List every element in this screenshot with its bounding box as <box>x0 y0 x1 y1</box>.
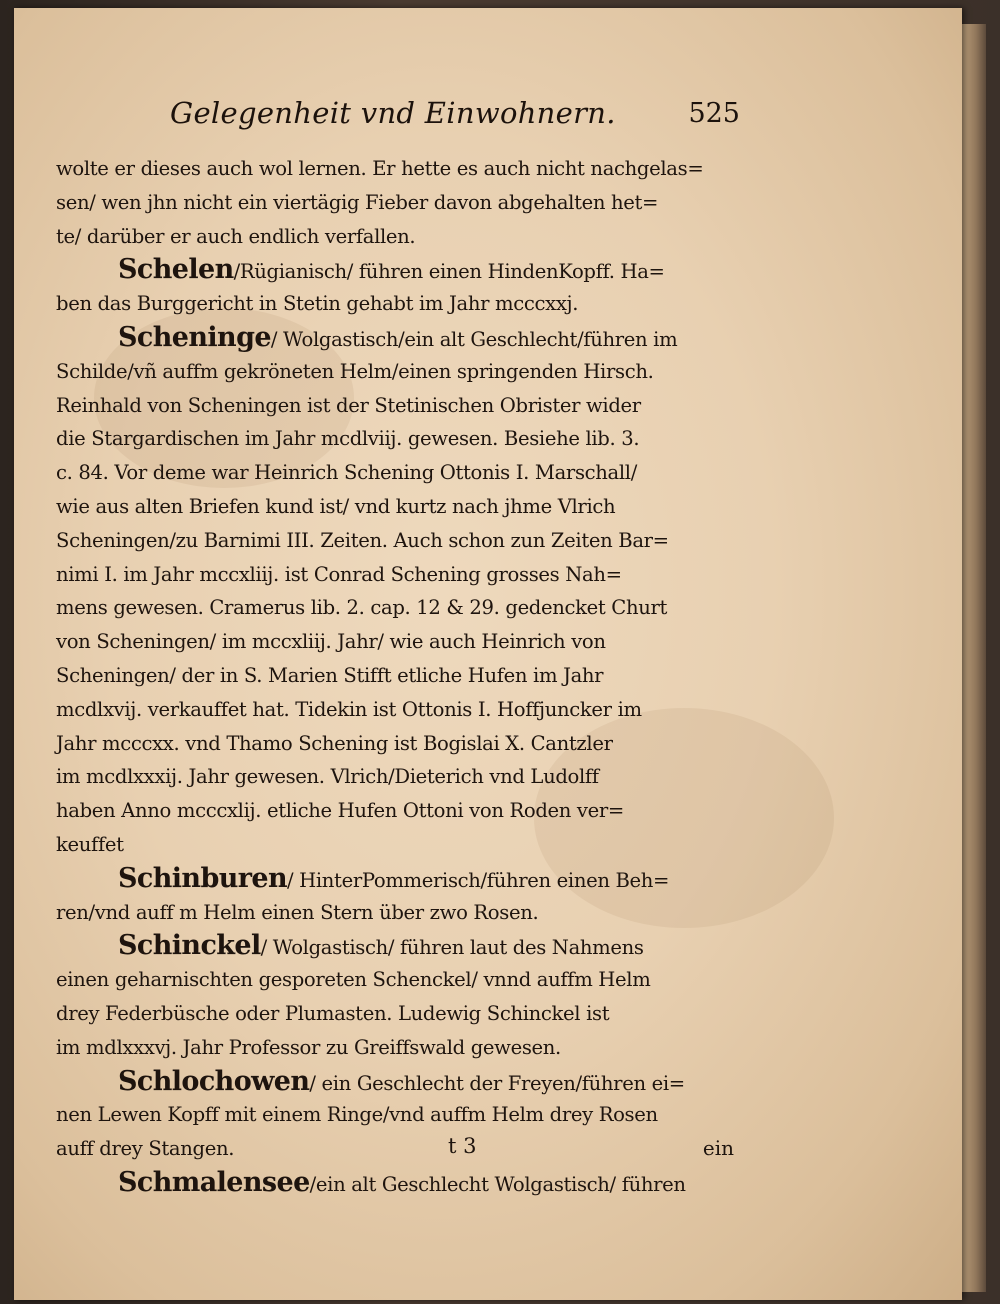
page-edge <box>962 24 986 1292</box>
line-text: Scheningen/zu Barnimi III. Zeiten. Auch schon zun Zeiten Bar= <box>56 528 669 552</box>
text-line <box>56 456 746 490</box>
body-text <box>56 152 746 1200</box>
line-text: wolte er dieses auch wol lernen. Er hette es auch nicht nachgelas= <box>56 157 704 180</box>
line-text: Scheningen/ der in S. Marien Stifft etliche Hufen im Jahr <box>56 663 604 687</box>
entry-first-line <box>56 929 746 963</box>
text-line <box>56 152 746 186</box>
line-text: mcdlxvij. verkauffet hat. Tidekin ist Ottonis I. Hoffjuncker im <box>56 697 642 721</box>
entry-heading: Schinckel <box>118 930 261 962</box>
line-text: haben Anno mcccxlij. etliche Hufen Ottoni von Roden ver= <box>56 799 624 823</box>
line-text: von Scheningen/ im mccxliij. Jahr/ wie auch Heinrich von <box>56 630 606 654</box>
entry-heading: Schinburen <box>118 862 287 894</box>
line-text: mens gewesen. Cramerus lib. 2. cap. 12 & 29. gedencket Churt <box>56 596 668 620</box>
entry-first-line <box>56 1166 746 1200</box>
entry-heading: Schlochowen <box>118 1065 310 1097</box>
line-text: auff drey Stangen. <box>56 1137 235 1161</box>
line-text: Reinhald von Scheningen ist der Stetinischen Obrister wider <box>56 393 641 417</box>
text-line <box>56 422 746 456</box>
text-line <box>56 558 746 592</box>
text-line <box>56 1098 746 1132</box>
text-line <box>56 659 746 693</box>
text-line <box>56 355 746 389</box>
line-text: /Rügianisch/ führen einen HindenKopff. Ha= <box>233 260 665 284</box>
line-text: im mdlxxxvj. Jahr Professor zu Greiffswald gewesen. <box>56 1035 561 1059</box>
line-text: ben das Burggericht in Stetin gehabt im Jahr mcccxxj. <box>56 292 579 316</box>
line-text: te/ darüber er auch endlich verfallen. <box>56 224 416 248</box>
text-line <box>56 625 746 659</box>
line-text: wie aus alten Briefen kund ist/ vnd kurtz nach jhme Vlrich <box>56 494 616 518</box>
text-line <box>56 591 746 625</box>
text-line <box>56 794 746 828</box>
page-header <box>170 92 740 142</box>
entry-first-line <box>56 253 746 287</box>
signature-mark: t 3 <box>448 1134 477 1158</box>
line-text: Jahr mcccxx. vnd Thamo Schening ist Bogislai X. Cantzler <box>56 731 613 755</box>
text-line <box>56 760 746 794</box>
text-line <box>56 389 746 423</box>
line-text: die Stargardischen im Jahr mcdlviij. gewesen. Besiehe lib. 3. <box>56 427 640 451</box>
catchword: ein <box>702 1136 734 1160</box>
line-text: drey Federbüsche oder Plumasten. Ludewig Schinckel ist <box>56 1001 610 1025</box>
entry-first-line <box>56 862 746 896</box>
line-text: c. 84. Vor deme war Heinrich Schening Ottonis I. Marschall/ <box>56 461 637 485</box>
line-text: keuffet <box>56 832 124 856</box>
text-line <box>56 896 746 930</box>
page-footer <box>56 1130 746 1170</box>
line-text: einen geharnischten gesporeten Schenckel/ vnnd auffm Helm <box>56 968 651 992</box>
running-title: Gelegenheit vnd Einwohnern. <box>170 96 616 130</box>
line-text: nimi I. im Jahr mccxliij. ist Conrad Schening grosses Nah= <box>56 562 622 586</box>
line-text: /ein alt Geschlecht Wolgastisch/ führen <box>309 1172 686 1196</box>
text-line <box>56 524 746 558</box>
line-text: / HinterPommerisch/führen einen Beh= <box>287 868 670 892</box>
text-line <box>56 287 746 321</box>
text-line <box>56 963 746 997</box>
entry-heading: Schelen <box>118 254 234 286</box>
text-line <box>56 693 746 727</box>
text-line <box>56 828 746 862</box>
line-text: / ein Geschlecht der Freyen/führen ei= <box>309 1071 685 1095</box>
text-line <box>56 186 746 220</box>
line-text: / Wolgastisch/ führen laut des Nahmens <box>260 936 644 960</box>
line-text: nen Lewen Kopff mit einem Ringe/vnd auffm Helm drey Rosen <box>56 1103 658 1127</box>
line-text: / Wolgastisch/ein alt Geschlecht/führen im <box>270 327 678 351</box>
text-line <box>56 490 746 524</box>
page-number: 525 <box>688 98 740 129</box>
line-text: ren/vnd auff m Helm einen Stern über zwo Rosen. <box>56 900 539 924</box>
entry-heading: Scheninge <box>118 321 271 353</box>
entry-heading: Schmalensee <box>118 1166 310 1198</box>
line-text: sen/ wen jhn nicht ein viertägig Fieber davon abgehalten het= <box>56 190 659 214</box>
text-line <box>56 1031 746 1065</box>
entry-first-line <box>56 1065 746 1099</box>
entry-first-line <box>56 321 746 355</box>
text-line <box>56 727 746 761</box>
line-text: im mcdlxxxij. Jahr gewesen. Vlrich/Dieterich vnd Ludolff <box>56 765 599 789</box>
text-line <box>56 220 746 254</box>
line-text: Schilde/vñ auffm gekröneten Helm/einen springenden Hirsch. <box>56 359 654 383</box>
text-line <box>56 997 746 1031</box>
